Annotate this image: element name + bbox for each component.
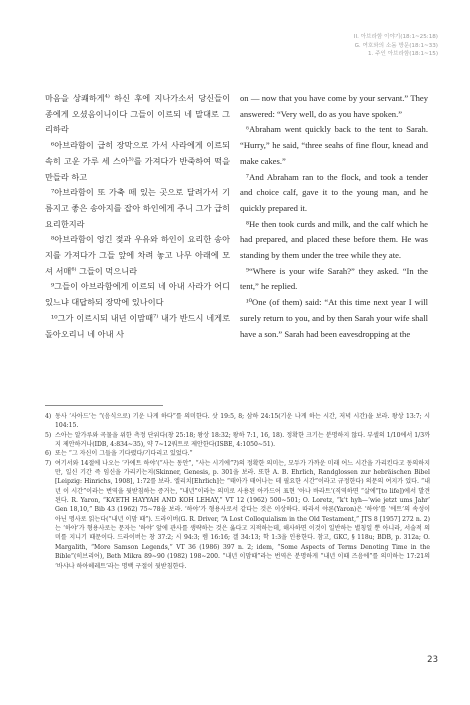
- english-verse-7: ⁷And Abraham ran to the flock, and took a tender and choice calf, gave it to the young man, and he quickly prepared it.: [240, 171, 428, 213]
- english-paragraph: on — now that you have come by your servant.” They answered: “Very well, do as you have spoken.”: [240, 93, 428, 119]
- english-verse-8: ⁸He then took curds and milk, and the calf which he had prepared, and placed these before them. He was standing by them under the tree while they ate.: [240, 218, 428, 261]
- english-translation-column: [240, 91, 428, 342]
- header-subsection-title: 1. 주인 아브라함(18:1~15): [367, 51, 438, 58]
- footnote-7: 7) 여기서와 14절에 나오는 ‘카에트 하야’(“사는 동안”, “사는 시기에”?)의 정확한 의미는, 모두가 가까운 미래 어느 시간을 가리킨다고 동의하지만, 일신 기간 즉 임신을 가리키는지(Skinner, Genesis, p. 301을 보라. 또한 A. B. Ehrlich, Randglossen zur hebräischen Bibel [Leipzig: Hinrichs, 1908], 1:72를 보라. 엘리치[Ehrlich]는 “태아가 태어나는 데 필요한 시간”이라고 규정한다) 의문의 여지가 있다. “내년 이 시간”이라는 번역을 뒷받침하는 증거는, “내년”이라는 의미로 사용된 아카드어 표현 ‘아나 바라트’(직역하면 “살에”[to life])에서 발견된다. R. Yaron, “KA’ETH HAYYAH AND KOH LEHAY,” VT 12 (1962) 500~501; O. Loretz, “k‘t hyh—‘wie jetzt ums Jahr’ Gen 18,10,” Bib 43 (1962) 75~78을 보라. ‘하야’가 형용사로서 같다는 것은 이상하다. 따라서 야론(Yaron)은 ‘하야’를 ‘에트’의 속성이 아닌 명사로 읽는다(“내년 이맘 때”). 드라이버(G. R. Driver, “A Lost Colloquialism in the Old Testament,” JTS 8 [1957] 272 n. 2)는 ‘하야’가 형용사로는 문자는 ‘하야’ 앞에 관사를 생략하는 것은 옳다고 지적하는데, 해사하면 이것이 일반하는 별칭일 뿐 아니라, 서술적 의미를 지니기 때문이다. 드라이버는 창 37:2; 시 94:3; 렘 16:16; 겔 34:13; 학 1:3을 인용한다. 참고, GKC, § 118u; BDB, p. 312a; O. Margalith, “More Samson Legends,” VT 36 (1986) 397 n. 2; idem, “Some Aspects of Terms Denoting Time in the Bible”(히브리어), Beth Mikra 89~90 (1982) 198~200. “내년 이맘때”라는 번역은 분명하게 “내년 이때 즈음에”를 의미하는 17:21의 ‘바샤나 하아헤레트’라는 명백 구절이 뒷받침한다.: [45, 459, 430, 570]
- header-section-title: G. 여호와의 소돔 방문(18:1~33): [354, 42, 438, 49]
- korean-verse-9: ⁹그들이 아브라함에게 이르되 네 아내 사라가 어디 있느냐 대답하되 장막에 있나이다: [45, 281, 230, 308]
- running-header: [354, 33, 438, 59]
- korean-verse-8: ⁸아브라함이 엉긴 젖과 우유와 하인이 요리한 송아지를 가져다가 그들 앞에 차려 놓고 나무 아래에 모셔 서매$^{6)}$ 그들이 먹으니라: [45, 234, 230, 276]
- english-verse-10: ¹⁰One (of them) said: “At this time next year I will surely return to you, and by then Sarah your wife shall have a son.” Sarah had been eavesdropping at the: [240, 297, 428, 339]
- footnote-4: 4) 동사 ‘사아드’는 “(음식으로) 기운 나게 하다”를 의미한다. 삿 19:5, 8; 삼하 24:15(기운 나게 하는 시간, 저녁 시간)을 보라. 왕상 13:7; 시 104:15.: [45, 413, 430, 430]
- korean-verse-10: ¹⁰그가 이르시되 내년 이맘때$^{7)}$ 내가 반드시 네게로 돌아오리니 네 아내 사: [45, 312, 230, 339]
- footnote-5: 5) 스아는 알가루와 곡물을 위한 측정 단위다(창 25:18; 왕상 18:32; 왕하 7:1, 16, 18). 정확한 크기는 분명하지 않다. 부셀의 1/10에서 1/3까지 제안하거나(IDB, 4:834~35), 약 7~12쿼트로 제안한다(ISBE, 4:1050~51).: [45, 431, 430, 449]
- korean-verse-7: ⁷아브라함이 또 가축 떼 있는 곳으로 달려가서 기름지고 좋은 송아지를 잡아 하인에게 주니 그가 급히 요리한지라: [45, 187, 230, 229]
- header-part-title: II. 아브라함 이야기(18:1~25:18): [353, 34, 438, 40]
- korean-paragraph: 마음을 상쾌하게$^{4)}$ 하신 후에 지나가소서 당신들이 종에게 오셨음이니이다 그들이 이르되 네 말대로 그리하라: [45, 93, 230, 135]
- korean-verse-6: ⁶아브라함이 급히 장막으로 가서 사라에게 이르되 속히 고운 가루 세 스아$^{5)}$를 가져다가 반죽하여 떡을 만들라 하고: [45, 140, 231, 182]
- footnotes: [45, 412, 430, 571]
- english-verse-9: ⁹“Where is your wife Sarah?” they asked. “In the tent,” he replied.: [240, 265, 428, 292]
- english-verse-6: ⁶Abraham went quickly back to the tent to Sarah. “Hurry,” he said, “three seahs of fine flour, knead and make cakes.”: [240, 124, 428, 166]
- korean-translation-column: [45, 91, 230, 342]
- footnote-6: 6) 또는 “그 자신이 그들을 기다렸다/기다리고 있었다.”: [45, 450, 193, 458]
- footnote-separator: [45, 405, 163, 406]
- page-number: 23: [427, 655, 438, 665]
